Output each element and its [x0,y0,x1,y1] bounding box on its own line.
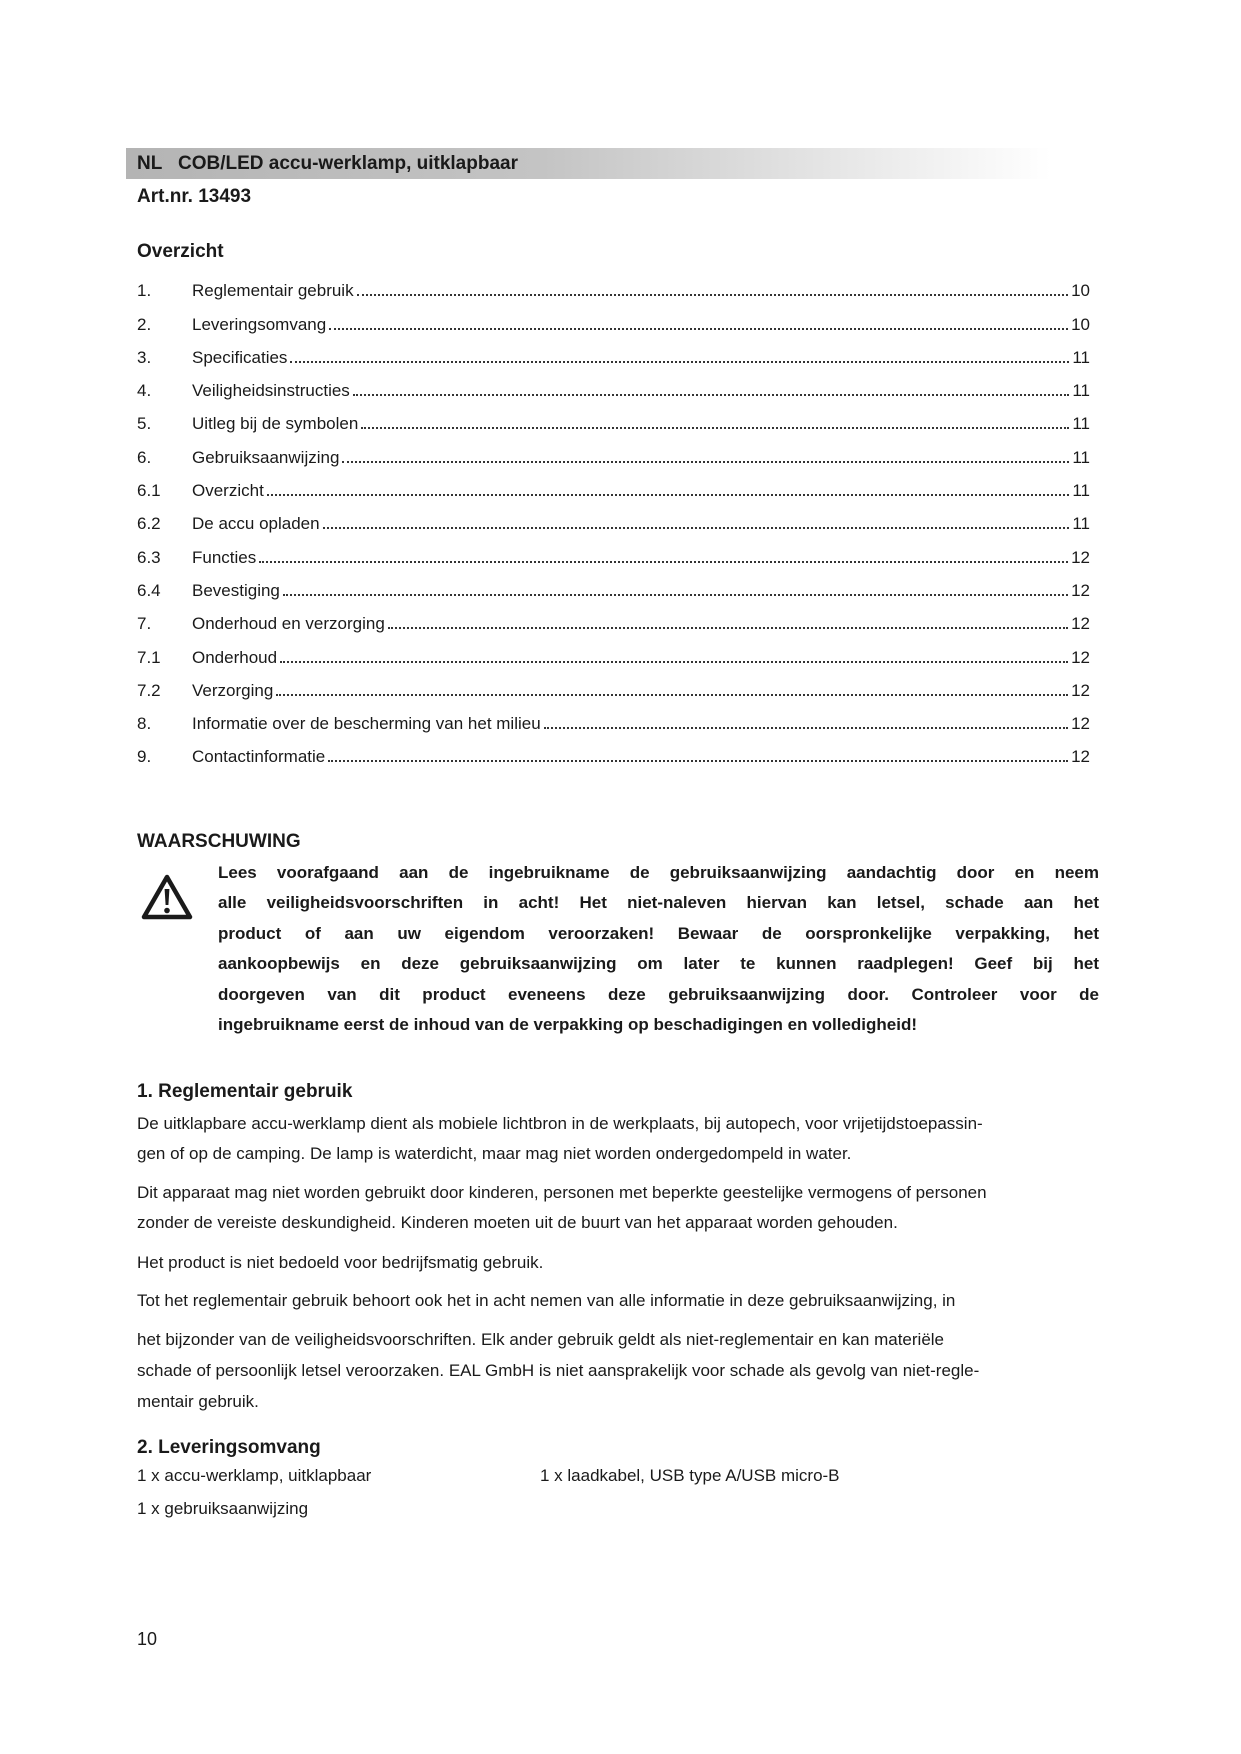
toc-number: 6. [137,447,152,467]
toc-item [137,703,1090,736]
toc-item [137,303,1090,336]
dot-leader [323,527,1070,529]
paragraph-line: schade of persoonlijk letsel veroorzaken. EAL GmbH is niet aansprakelijk voor schade als gevolg van niet-regle- [137,1361,980,1380]
document-title: COB/LED accu-werklamp, uitklapbaar [178,153,518,174]
dot-leader [280,661,1068,663]
article-number: Art.nr. 13493 [137,186,252,207]
toc-item [137,636,1090,669]
toc-number: 2. [137,314,152,334]
toc-page: 11 [1072,447,1090,467]
toc-title: Reglementair gebruik [192,281,354,301]
toc-number: 9. [137,747,152,767]
warning-line: alle veiligheidsvoorschriften in acht! Het niet-naleven hiervan kan letsel, schade aan het [218,893,1099,913]
dot-leader [329,328,1068,330]
page-number: 10 [137,1629,158,1649]
section-2-heading: 2. Leveringsomvang [137,1437,321,1458]
table-of-contents [137,270,1090,769]
toc-page: 12 [1071,680,1090,700]
warning-line: Lees voorafgaand aan de ingebruikname de gebruiksaanwijzing aandachtig door en neem [218,863,1099,882]
dot-leader [357,294,1068,296]
toc-item [137,436,1090,469]
paragraph-line: Dit apparaat mag niet worden gebruikt door kinderen, personen met beperkte geestelijke vermogens of personen [137,1183,987,1202]
toc-item [137,736,1090,769]
toc-title: Onderhoud [192,647,278,667]
toc-number: 8. [137,714,152,734]
toc-page: 12 [1071,647,1090,667]
dot-leader [342,461,1069,463]
toc-item [137,670,1090,703]
toc-number: 1. [137,281,152,301]
delivery-item: 1 x laadkabel, USB type A/USB micro-B [540,1466,840,1485]
paragraph-line: mentair gebruik. [137,1392,259,1411]
warning-heading: WAARSCHUWING [137,831,301,852]
toc-title: Informatie over de bescherming van het milieu [192,714,541,734]
toc-number: 7.2 [137,680,161,700]
toc-number: 3. [137,347,152,367]
dot-leader [353,394,1070,396]
warning-text [218,858,1099,1040]
toc-page: 12 [1071,747,1090,767]
toc-item [137,503,1090,536]
overview-heading: Overzicht [137,241,224,262]
paragraph-line: Het product is niet bedoeld voor bedrijfsmatig gebruik. [137,1253,544,1272]
delivery-item: 1 x gebruiksaanwijzing [137,1499,309,1518]
toc-page: 12 [1071,714,1090,734]
toc-number: 7. [137,614,152,634]
paragraph-line: gen of op de camping. De lamp is waterdicht, maar mag niet worden ondergedompeld in water. [137,1144,852,1163]
toc-title: Contactinformatie [192,747,326,767]
toc-page: 12 [1071,614,1090,634]
dot-leader [544,727,1068,729]
toc-title: Onderhoud en verzorging [192,614,385,634]
toc-item [137,470,1090,503]
dot-leader [267,494,1070,496]
toc-number: 5. [137,414,152,434]
toc-page: 12 [1071,547,1090,567]
toc-item [137,570,1090,603]
toc-page: 11 [1072,347,1090,367]
toc-title: Specificaties [192,347,288,367]
toc-title: Functies [192,547,257,567]
paragraph [137,1248,543,1278]
toc-page: 11 [1072,481,1090,501]
toc-page: 12 [1071,580,1090,600]
delivery-item: 1 x accu-werklamp, uitklapbaar [137,1466,372,1485]
toc-title: Overzicht [192,481,264,501]
header-bar [126,148,1051,179]
toc-item [137,370,1090,403]
toc-title: Bevestiging [192,580,280,600]
dot-leader [259,561,1068,563]
toc-page: 11 [1072,514,1090,534]
paragraph [137,1178,987,1238]
warning-line: aankoopbewijs en deze gebruiksaanwijzing om later te kunnen raadplegen! Geef bij het [218,954,1099,974]
dot-leader [361,427,1069,429]
toc-title: Verzorging [192,680,274,700]
toc-page: 11 [1072,381,1090,401]
warning-line: product of aan uw eigendom veroorzaken! Bewaar de oorspronkelijke verpakking, het [218,923,1099,943]
toc-number: 6.2 [137,514,161,534]
dot-leader [283,594,1068,596]
dot-leader [328,760,1068,762]
toc-item [137,337,1090,370]
toc-number: 4. [137,381,152,401]
toc-item [137,603,1090,636]
paragraph-line: De uitklapbare accu-werklamp dient als mobiele lichtbron in de werkplaats, bij autopech, voor vrijetijdstoepassin- [137,1114,983,1133]
paragraph-line: het bijzonder van de veiligheidsvoorschriften. Elk ander gebruik geldt als niet-reglementair en kan materiële [137,1330,945,1349]
toc-title: Veiligheidsinstructies [192,381,350,401]
language-code: NL [137,153,163,174]
paragraph-line: Tot het reglementair gebruik behoort ook het in acht nemen van alle informatie in deze gebruiksaanwijzing, in [137,1291,956,1310]
dot-leader [388,627,1068,629]
dot-leader [276,694,1068,696]
toc-item [137,270,1090,303]
toc-item [137,403,1090,436]
toc-title: De accu opladen [192,514,320,534]
paragraph [137,1286,955,1316]
toc-item [137,536,1090,569]
toc-number: 7.1 [137,647,161,667]
warning-line: doorgeven van dit product eveneens deze gebruiksaanwijzing door. Controleer voor de [218,984,1099,1004]
section-1-heading: 1. Reglementair gebruik [137,1081,353,1102]
toc-title: Leveringsomvang [192,314,327,334]
toc-page: 11 [1072,414,1090,434]
toc-number: 6.4 [137,580,161,600]
toc-number: 6.3 [137,547,161,567]
toc-title: Uitleg bij de symbolen [192,414,359,434]
warning-triangle-icon [140,873,194,921]
warning-line: ingebruikname eerst de inhoud van de verpakking op beschadigingen en volledigheid! [218,1014,918,1034]
paragraph [137,1324,979,1417]
dot-leader [290,361,1069,363]
toc-page: 10 [1071,281,1090,301]
toc-number: 6.1 [137,481,161,501]
paragraph [137,1109,983,1169]
paragraph-line: zonder de vereiste deskundigheid. Kinderen moeten uit de buurt van het apparaat worden gehouden. [137,1213,898,1232]
toc-page: 10 [1071,314,1090,334]
toc-title: Gebruiksaanwijzing [192,447,340,467]
